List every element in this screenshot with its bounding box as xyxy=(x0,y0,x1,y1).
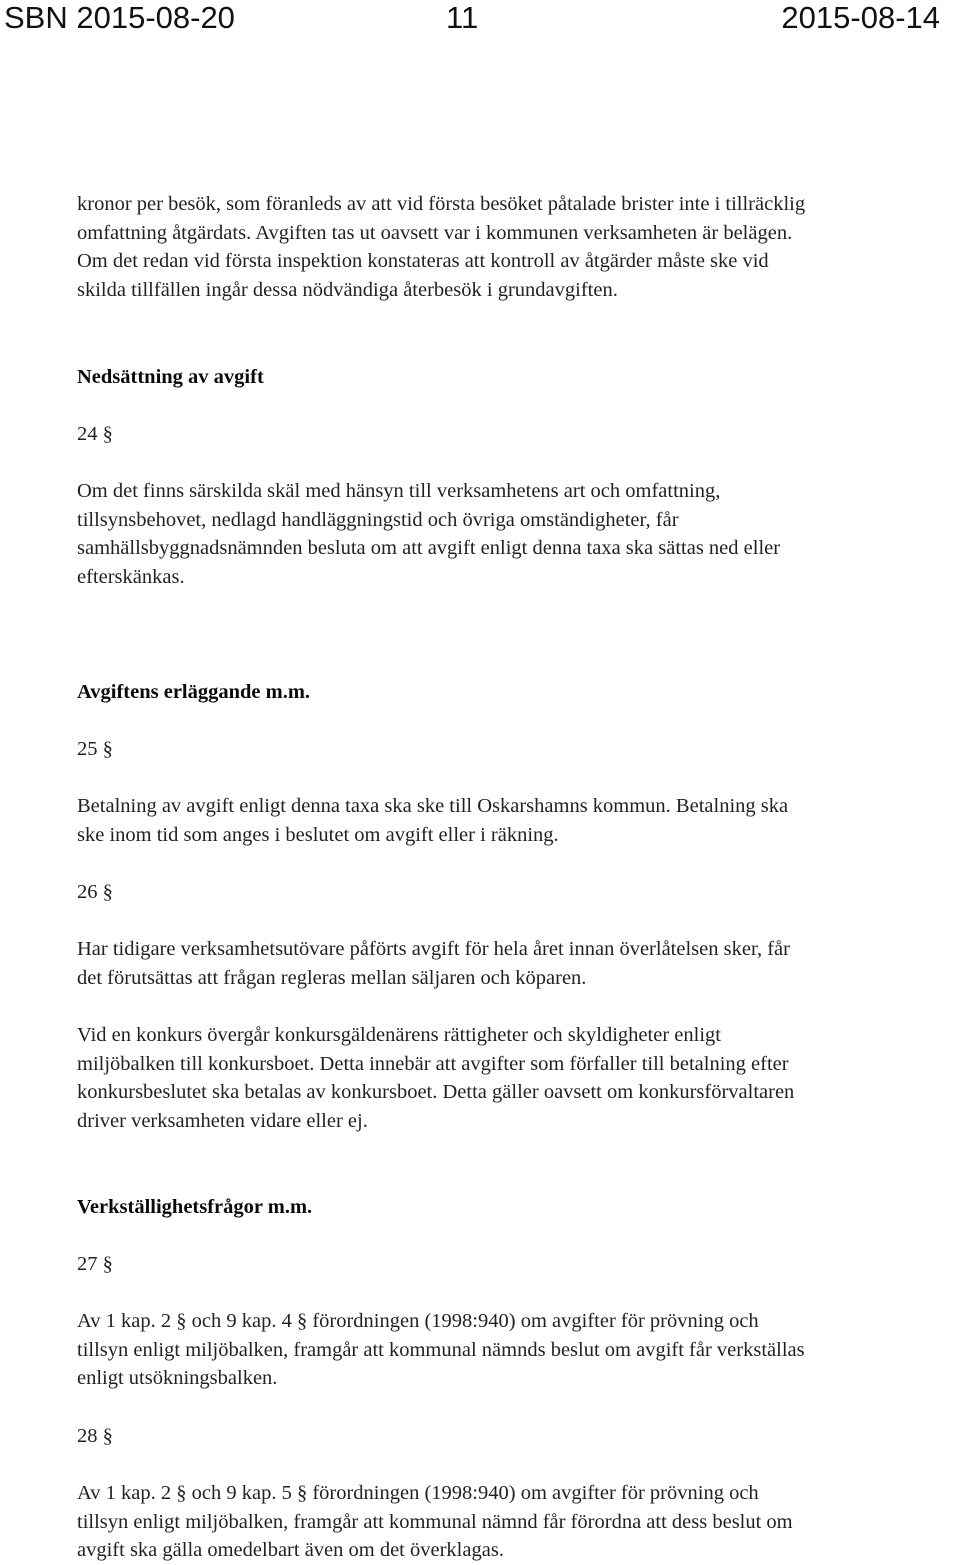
text-line: tillsyn enligt miljöbalken, framgår att kommunal nämnd får förordna att dess beslut om xyxy=(77,1510,793,1533)
section-number-25: 25 § xyxy=(77,738,113,760)
text-line: enligt utsökningsbalken. xyxy=(77,1367,278,1390)
paragraph-28 xyxy=(77,1479,957,1565)
text-line: det förutsättas att frågan regleras mellan säljaren och köparen. xyxy=(77,966,587,989)
text-line: Vid en konkurs övergår konkursgäldenärens rättigheter och skyldigheter enligt xyxy=(77,1024,721,1046)
section-number-24: 24 § xyxy=(77,423,113,445)
header-date: 2015-08-14 xyxy=(781,0,940,35)
text-line: efterskänkas. xyxy=(77,566,185,589)
text-line: kronor per besök, som föranleds av att vid första besöket påtalade brister inte i tillräcklig xyxy=(77,193,806,215)
header-document-date: SBN 2015-08-20 xyxy=(4,0,235,35)
section-number-27: 27 § xyxy=(77,1253,113,1275)
paragraph-25 xyxy=(77,792,957,849)
text-line: Betalning av avgift enligt denna taxa ska ske till Oskarshamns kommun. Betalning ska xyxy=(77,795,789,817)
text-line: Av 1 kap. 2 § och 9 kap. 4 § förordningen (1998:940) om avgifter för prövning och xyxy=(77,1310,759,1332)
paragraph-26 xyxy=(77,935,957,992)
section-heading-payment: Avgiftens erläggande m.m. xyxy=(77,681,311,703)
page-header xyxy=(0,0,960,36)
header-page-number: 11 xyxy=(446,0,479,35)
text-line: samhällsbyggnadsnämnden besluta om att avgift enligt denna taxa ska sättas ned eller xyxy=(77,537,781,560)
section-heading-enforcement: Verkställighetsfrågor m.m. xyxy=(77,1196,313,1218)
text-line: Har tidigare verksamhetsutövare påförts avgift för hela året innan överlåtelsen sker, får xyxy=(77,938,790,960)
paragraph-24 xyxy=(77,477,957,592)
paragraph-26-bankruptcy xyxy=(77,1021,957,1136)
text-line: tillsynsbehovet, nedlagd handläggningstid och övriga omständigheter, får xyxy=(77,508,679,531)
section-number-26: 26 § xyxy=(77,881,113,903)
text-line: Om det finns särskilda skäl med hänsyn till verksamhetens art och omfattning, xyxy=(77,480,721,502)
section-heading-reduction: Nedsättning av avgift xyxy=(77,366,264,388)
text-line: konkursbeslutet ska betalas av konkursboet. Detta gäller oavsett om konkursförvaltaren xyxy=(77,1081,795,1104)
text-line: omfattning åtgärdats. Avgiften tas ut oavsett var i kommunen verksamheten är belägen. xyxy=(77,221,793,244)
text-line: ske inom tid som anges i beslutet om avgift eller i räkning. xyxy=(77,823,559,846)
paragraph-27 xyxy=(77,1307,957,1393)
text-line: tillsyn enligt miljöbalken, framgår att kommunal nämnds beslut om avgift får verkställas xyxy=(77,1338,805,1361)
section-number-28: 28 § xyxy=(77,1425,113,1447)
intro-paragraph xyxy=(77,190,957,305)
text-line: Om det redan vid första inspektion konstateras att kontroll av åtgärder måste ske vid xyxy=(77,250,769,273)
text-line: miljöbalken till konkursboet. Detta innebär att avgifter som förfaller till betalning efter xyxy=(77,1052,789,1075)
text-line: skilda tillfällen ingår dessa nödvändiga återbesök i grundavgiften. xyxy=(77,279,618,302)
text-line: Av 1 kap. 2 § och 9 kap. 5 § förordningen (1998:940) om avgifter för prövning och xyxy=(77,1482,759,1504)
text-line: avgift ska gälla omedelbart även om det överklagas. xyxy=(77,1539,504,1562)
text-line: driver verksamheten vidare eller ej. xyxy=(77,1110,368,1133)
